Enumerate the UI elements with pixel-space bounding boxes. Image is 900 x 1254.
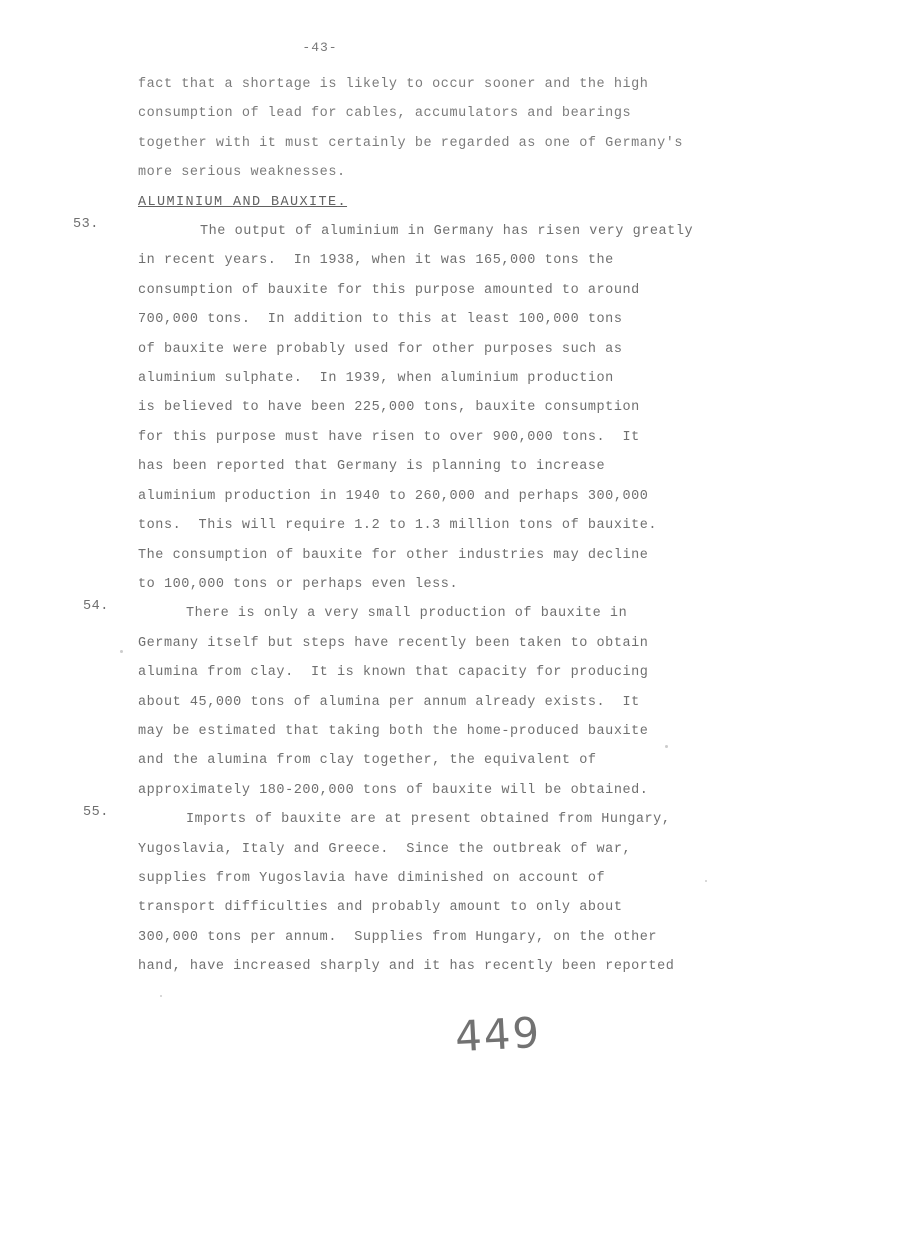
text-line: consumption of bauxite for this purpose amounted to around: [138, 282, 640, 298]
text-line: for this purpose must have risen to over 900,000 tons. It: [138, 429, 640, 445]
text-line: supplies from Yugoslavia have diminished on account of: [138, 870, 606, 886]
scan-speck: [705, 880, 707, 882]
text-line: 700,000 tons. In addition to this at least 100,000 tons: [138, 312, 623, 328]
paragraph-54: [83, 599, 698, 805]
text-line: may be estimated that taking both the home-produced bauxite: [138, 723, 649, 739]
paragraph-marker-54: 54.: [83, 599, 109, 615]
document-body: [73, 70, 698, 982]
scan-speck: [120, 650, 123, 653]
paragraph-marker-53: 53.: [73, 217, 99, 233]
scan-speck: [665, 745, 668, 748]
text-line: hand, have increased sharply and it has recently been reported: [138, 959, 675, 975]
text-line: 300,000 tons per annum. Supplies from Hungary, on the other: [138, 929, 658, 945]
text-line: There is only a very small production of bauxite in: [186, 606, 628, 622]
text-line: consumption of lead for cables, accumulators and bearings: [138, 106, 632, 122]
text-line: together with it must certainly be regarded as one of Germany's: [138, 135, 684, 151]
section-heading: ALUMINIUM AND BAUXITE.: [138, 194, 348, 210]
text-line: of bauxite were probably used for other purposes such as: [138, 341, 623, 357]
text-line: approximately 180-200,000 tons of bauxite will be obtained.: [138, 782, 649, 798]
text-line: has been reported that Germany is planning to increase: [138, 459, 606, 475]
intro-paragraph: [138, 70, 698, 188]
text-line: in recent years. In 1938, when it was 165,000 tons the: [138, 253, 614, 269]
paragraph-marker-55: 55.: [83, 805, 109, 821]
text-line: alumina from clay. It is known that capacity for producing: [138, 665, 649, 681]
text-line: aluminium production in 1940 to 260,000 and perhaps 300,000: [138, 488, 649, 504]
page-number: -43-: [302, 40, 338, 55]
text-line: is believed to have been 225,000 tons, bauxite consumption: [138, 400, 640, 416]
text-line: to 100,000 tons or perhaps even less.: [138, 576, 459, 592]
text-line: aluminium sulphate. In 1939, when aluminium production: [138, 371, 614, 387]
text-line: Imports of bauxite are at present obtained from Hungary,: [186, 812, 671, 828]
text-line: transport difficulties and probably amount to only about: [138, 900, 623, 916]
text-line: The consumption of bauxite for other industries may decline: [138, 547, 649, 563]
scan-speck: [160, 995, 162, 997]
text-line: tons. This will require 1.2 to 1.3 million tons of bauxite.: [138, 518, 658, 534]
text-line: about 45,000 tons of alumina per annum already exists. It: [138, 694, 640, 710]
text-line: Germany itself but steps have recently been taken to obtain: [138, 635, 649, 651]
handwritten-annotation: 449: [453, 1007, 543, 1062]
text-line: and the alumina from clay together, the equivalent of: [138, 753, 597, 769]
paragraph-55: [83, 805, 698, 981]
text-line: more serious weaknesses.: [138, 165, 346, 181]
paragraph-53: [73, 217, 698, 599]
text-line: Yugoslavia, Italy and Greece. Since the outbreak of war,: [138, 841, 632, 857]
text-line: fact that a shortage is likely to occur sooner and the high: [138, 77, 649, 92]
text-line: The output of aluminium in Germany has risen very greatly: [200, 224, 694, 240]
